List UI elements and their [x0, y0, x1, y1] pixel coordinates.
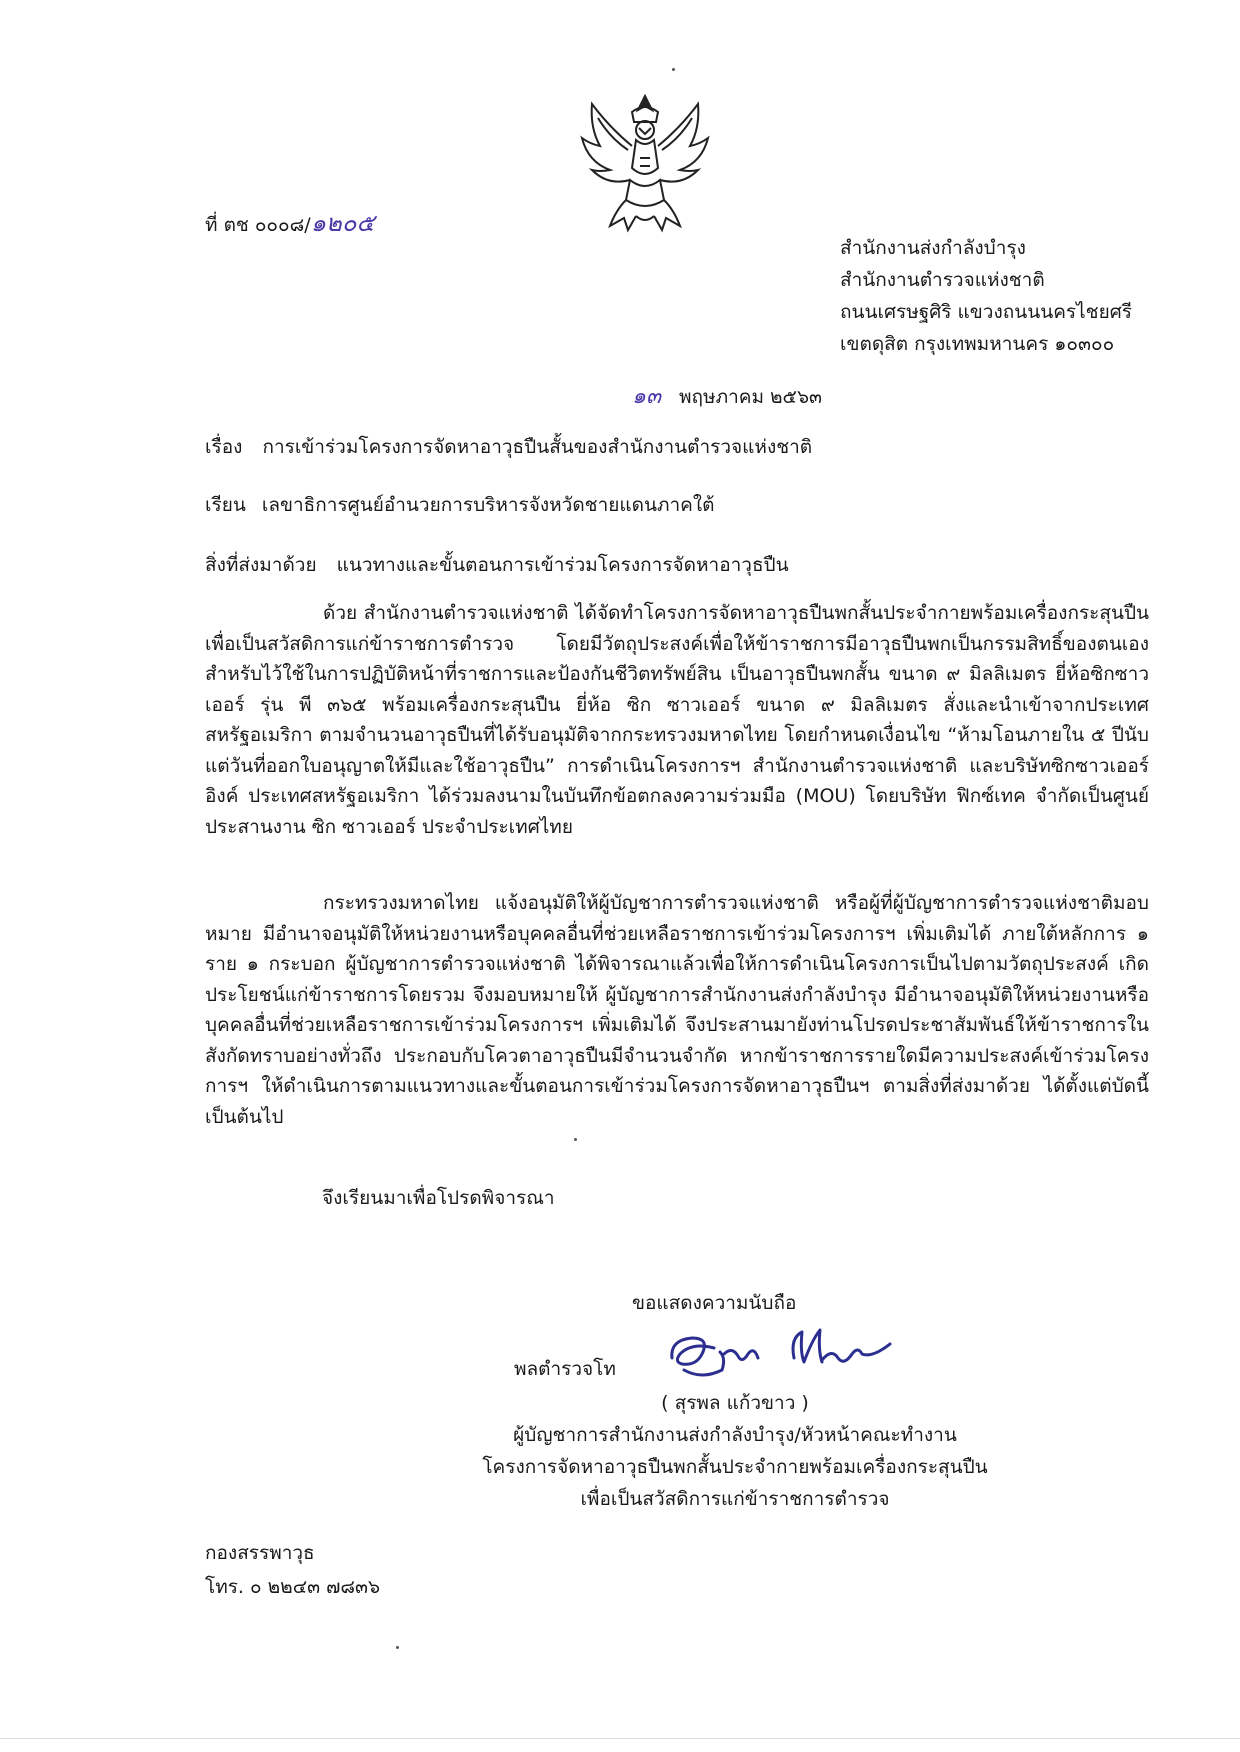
signer-name: ( สุรพล แก้วขาว ) [661, 1392, 809, 1414]
enclosure-label: สิ่งที่ส่งมาด้วย [205, 554, 317, 576]
reference-handwritten: ๑๒๐๕ [310, 209, 375, 237]
address-line: สำนักงานส่งกำลังบำรุง [840, 237, 1026, 259]
signer-rank: พลตำรวจโท [514, 1358, 616, 1380]
enclosure-text: แนวทางและขั้นตอนการเข้าร่วมโครงการจัดหาอาวุธปืน [336, 554, 789, 576]
recipient-line [205, 490, 714, 520]
address-line: ถนนเศรษฐศิริ แขวงถนนนครไชยศรี [840, 301, 1132, 323]
handwritten-signature [662, 1318, 902, 1388]
enclosure-line [205, 550, 789, 580]
body-paragraph-2: กระทรวงมหาดไทย แจ้งอนุมัติให้ผู้บัญชาการตำรวจแห่งชาติ หรือผู้ที่ผู้บัญชาการตำรวจแห่งชาติมอบหมาย มีอำนาจอนุมัติให้หน่วยงานหรือบุคคลอื่นที่ช่วยเหลือราชการเข้าร่วมโครงการฯ เพิ่มเติมได้ ภายใต้หลักการ ๑ ราย ๑ กระบอก ผู้บัญชาการตำรวจแห่งชาติ ได้พิจารณาแล้วเพื่อให้การดำเนินโครงการเป็นไปตามวัตถุประสงค์ เกิดประโยชน์แก่ข้าราชการโดยรวม จึงมอบหมายให้ ผู้บัญชาการสำนักงานส่งกำลังบำรุง มีอำนาจอนุมัติให้หน่วยงานหรือบุคคลอื่นที่ช่วยเหลือราชการเข้าร่วมโครงการฯ เพิ่มเติมได้ จึงประสานมายังท่านโปรดประชาสัมพันธ์ให้ข้าราชการในสังกัดทราบอย่างทั่วถึง ประกอบกับโควตาอาวุธปืนมีจำนวนจำกัด หากข้าราชการรายใดมีความประสงค์เข้าร่วมโครงการฯ ให้ดำเนินการตามแนวทางและขั้นตอนการเข้าร่วมโครงการจัดหาอาวุธปืนฯ ตามสิ่งที่ส่งมาด้วย ได้ตั้งแต่บัดนี้เป็นต้นไป [205, 892, 1149, 1128]
complimentary-close: ขอแสดงความนับถือ [632, 1292, 797, 1314]
reference-label: ที่ ตช ๐๐๐๘/ [205, 214, 311, 236]
reference-number [205, 208, 375, 240]
signer-title-line: โครงการจัดหาอาวุธปืนพกสั้นประจำกายพร้อมเครื่องกระสุนปืน [482, 1456, 988, 1478]
body-paragraph-1: ด้วย สำนักงานตำรวจแห่งชาติ ได้จัดทำโครงการจัดหาอาวุธปืนพกสั้นประจำกายพร้อมเครื่องกระสุนปืนเพื่อเป็นสวัสดิการแก่ข้าราชการตำรวจ โดยมีวัตถุประสงค์เพื่อให้ข้าราชการมีอาวุธปืนพกเป็นกรรมสิทธิ์ของตนเองสำหรับไว้ใช้ในการปฏิบัติหน้าที่ราชการและป้องกันชีวิตทรัพย์สิน เป็นอาวุธปืนพกสั้น ขนาด ๙ มิลลิเมตร ยี่ห้อซิกซาวเออร์ รุ่น พี ๓๖๕ พร้อมเครื่องกระสุนปืน ยี่ห้อ ซิก ซาวเออร์ ขนาด ๙ มิลลิเมตร สั่งและนำเข้าจากประเทศสหรัฐอเมริกา ตามจำนวนอาวุธปืนที่ได้รับอนุมัติจากกระทรวงมหาดไทย โดยกำหนดเงื่อนไข “ห้ามโอนภายใน ๕ ปีนับแต่วันที่ออกใบอนุญาตให้มีและใช้อาวุธปืน” การดำเนินโครงการฯ สำนักงานตำรวจแห่งชาติ และบริษัทซิกซาวเออร์ อิงค์ ประเทศสหรัฐอเมริกา ได้ร่วมลงนามในบันทึกข้อตกลงความร่วมมือ (MOU) โดยบริษัท ฟิกซ์เทค จำกัดเป็นศูนย์ประสานงาน ซิก ซาวเออร์ ประจำประเทศไทย [205, 602, 1149, 838]
subject-text: การเข้าร่วมโครงการจัดหาอาวุธปืนสั้นของสำนักงานตำรวจแห่งชาติ [262, 436, 813, 458]
date-handwritten: ๑๓ [632, 384, 662, 409]
garuda-emblem-icon [570, 88, 720, 238]
subject-line [205, 432, 812, 462]
signer-title-line: ผู้บัญชาการสำนักงานส่งกำลังบำรุง/หัวหน้าคณะทำงาน [513, 1424, 957, 1446]
recipient-label: เรียน [205, 494, 246, 516]
footer-division: กองสรรพาวุธ [205, 1542, 315, 1564]
recipient-text: เลขาธิการศูนย์อำนวยการบริหารจังหวัดชายแดนภาคใต้ [261, 494, 715, 516]
letter-date [632, 382, 822, 412]
closing-request: จึงเรียนมาเพื่อโปรดพิจารณา [322, 1187, 555, 1209]
signer-title-line: เพื่อเป็นสวัสดิการแก่ข้าราชการตำรวจ [580, 1488, 890, 1510]
scan-speck [574, 1138, 577, 1141]
signer-details [455, 1387, 1015, 1515]
scan-speck [672, 68, 675, 71]
subject-label: เรื่อง [205, 436, 243, 458]
address-line: เขตดุสิต กรุงเทพมหานคร ๑๐๓๐๐ [840, 333, 1115, 355]
footer-phone: โทร. ๐ ๒๒๔๓ ๗๘๓๖ [205, 1576, 381, 1598]
date-text: พฤษภาคม ๒๕๖๓ [679, 386, 822, 408]
scan-edge [0, 1738, 1240, 1739]
scan-speck [396, 1646, 399, 1649]
sender-address [840, 232, 1200, 360]
address-line: สำนักงานตำรวจแห่งชาติ [840, 269, 1045, 291]
